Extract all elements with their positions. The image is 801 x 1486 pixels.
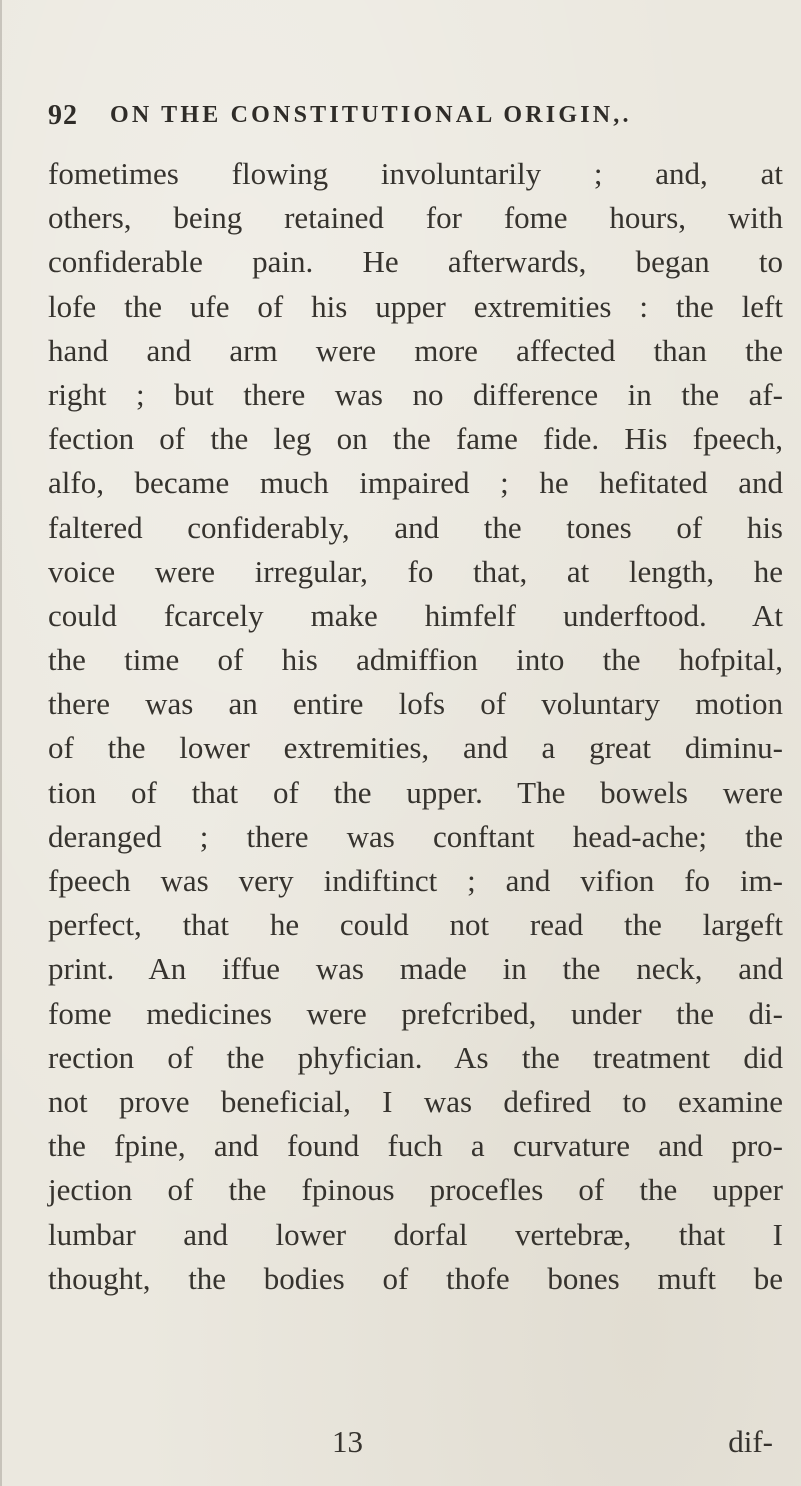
signature-mark: 13: [332, 1424, 363, 1459]
running-head: ON THE CONSTITUTIONAL ORIGIN,.: [110, 102, 632, 128]
text-line: the fpine, and found fuch a curvature and pro-: [48, 1128, 783, 1164]
text-line: fome medicines were prefcribed, under the di-: [48, 995, 783, 1031]
text-line: lofe the ufe of his upper extremities : the left: [48, 288, 783, 324]
text-line: the time of his admiffion into the hofpital,: [48, 642, 783, 678]
text-line: deranged ; there was conftant head-ache; the: [48, 818, 783, 854]
text-line: tion of that of the upper. The bowels were: [48, 774, 783, 810]
text-line: fection of the leg on the fame fide. His fpeech,: [48, 421, 783, 457]
text-line: jection of the fpinous procefles of the upper: [48, 1172, 783, 1208]
text-line: voice were irregular, fo that, at length, he: [48, 553, 783, 589]
text-line: hand and arm were more affected than the: [48, 332, 783, 368]
text-line: there was an entire lofs of voluntary motion: [48, 686, 783, 722]
text-line: lumbar and lower dorfal vertebræ, that I: [48, 1216, 783, 1252]
body-text: [48, 152, 783, 1301]
text-line: fpeech was very indiftinct ; and vifion fo im-: [48, 863, 783, 898]
text-line: of the lower extremities, and a great diminu-: [48, 730, 783, 766]
text-line: thought, the bodies of thofe bones muft be: [48, 1260, 783, 1296]
page-footer: [48, 1424, 783, 1468]
text-line: not prove beneficial, I was defired to examine: [48, 1083, 783, 1119]
page-edge-shadow: [0, 0, 2, 1486]
text-line: others, being retained for fome hours, with: [48, 200, 783, 236]
page-header: [48, 100, 768, 140]
page-number: 92: [48, 100, 78, 131]
text-line: could fcarcely make himfelf underftood. At: [48, 597, 783, 633]
text-line: faltered confiderably, and the tones of his: [48, 509, 783, 545]
text-line: confiderable pain. He afterwards, began to: [48, 244, 783, 280]
text-line: perfect, that he could not read the largeft: [48, 907, 783, 943]
text-line: print. An iffue was made in the neck, and: [48, 951, 783, 987]
text-line: right ; but there was no difference in the af-: [48, 376, 783, 412]
text-line: fometimes flowing involuntarily ; and, at: [48, 156, 783, 191]
text-line: rection of the phyfician. As the treatment did: [48, 1039, 783, 1075]
text-line: alfo, became much impaired ; he hefitated and: [48, 465, 783, 501]
catchword: dif-: [728, 1424, 773, 1459]
